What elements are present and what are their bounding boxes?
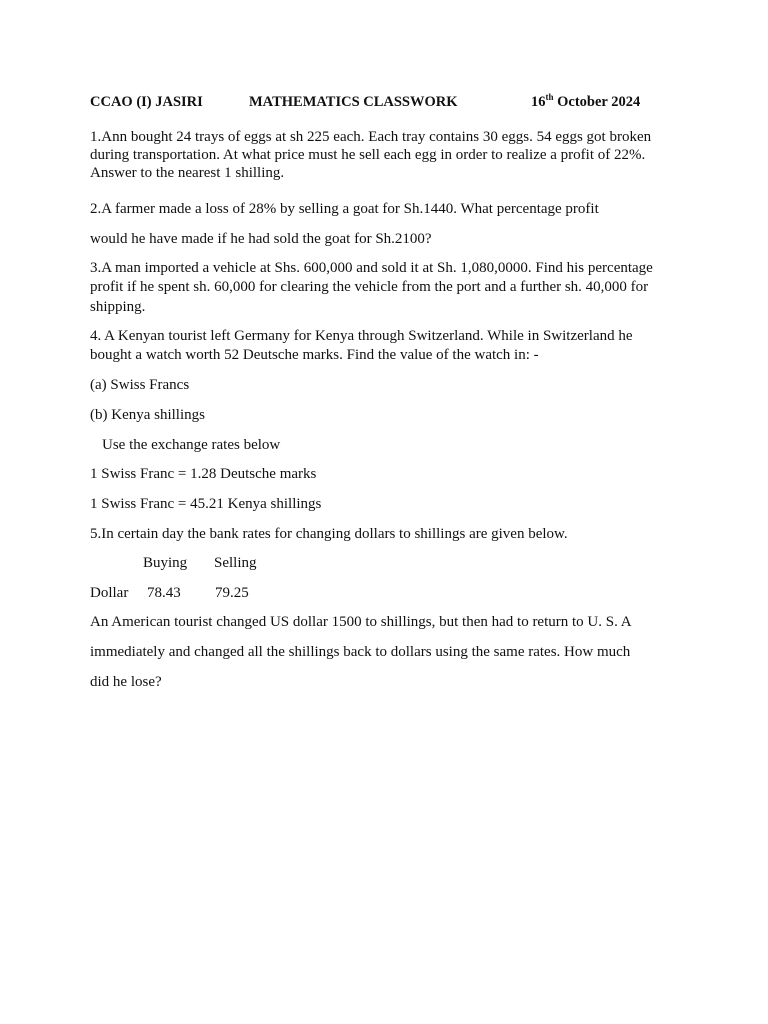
- question-1-line-2: during transportation. At what price must he sell each egg in order to realize a profit of 22%.: [90, 147, 646, 163]
- date-suffix: th: [545, 92, 554, 103]
- question-3-line-2: profit if he spent sh. 60,000 for clearing the vehicle from the port and a further sh. 40,000 for: [90, 279, 649, 295]
- exchange-rates-intro: Use the exchange rates below: [102, 437, 281, 453]
- school-name: CCAO (I) JASIRI: [90, 94, 203, 110]
- question-4-part-a: (a) Swiss Francs: [90, 377, 190, 393]
- exchange-rate-1: 1 Swiss Franc = 1.28 Deutsche marks: [90, 466, 317, 482]
- question-3-line-3: shipping.: [90, 299, 146, 315]
- table-cell-selling: 79.25: [215, 585, 249, 601]
- question-5-line-1: An American tourist changed US dollar 1500 to shillings, but then had to return to U. S. A: [90, 614, 632, 630]
- question-3-line-1: 3.A man imported a vehicle at Shs. 600,000 and sold it at Sh. 1,080,0000. Find his percentage: [90, 260, 653, 276]
- worksheet-title: MATHEMATICS CLASSWORK: [249, 94, 458, 110]
- question-5-line-3: did he lose?: [90, 674, 162, 690]
- question-4-line-2: bought a watch worth 52 Deutsche marks. Find the value of the watch in: -: [90, 347, 539, 363]
- question-1-line-3: Answer to the nearest 1 shilling.: [90, 165, 285, 181]
- question-4-part-b: (b) Kenya shillings: [90, 407, 205, 423]
- date-month-year: October 2024: [553, 94, 641, 110]
- table-cell-buying: 78.43: [147, 585, 181, 601]
- question-2-line-2: would he have made if he had sold the goat for Sh.2100?: [90, 231, 432, 247]
- question-5-intro: 5.In certain day the bank rates for changing dollars to shillings are given below.: [90, 526, 568, 542]
- exchange-rate-2: 1 Swiss Franc = 45.21 Kenya shillings: [90, 496, 322, 512]
- question-5-line-2: immediately and changed all the shillings back to dollars using the same rates. How much: [90, 644, 631, 660]
- table-row-label: Dollar: [90, 585, 129, 601]
- worksheet-date: [531, 94, 640, 111]
- question-2-line-1: 2.A farmer made a loss of 28% by selling a goat for Sh.1440. What percentage profit: [90, 201, 599, 217]
- worksheet-header: [90, 94, 680, 114]
- date-day: 16: [531, 94, 546, 110]
- question-1-line-1: 1.Ann bought 24 trays of eggs at sh 225 each. Each tray contains 30 eggs. 54 eggs got broken: [90, 129, 652, 145]
- table-header-selling: Selling: [214, 555, 257, 571]
- question-4-line-1: 4. A Kenyan tourist left Germany for Kenya through Switzerland. While in Switzerland he: [90, 328, 633, 344]
- table-header-buying: Buying: [143, 555, 188, 571]
